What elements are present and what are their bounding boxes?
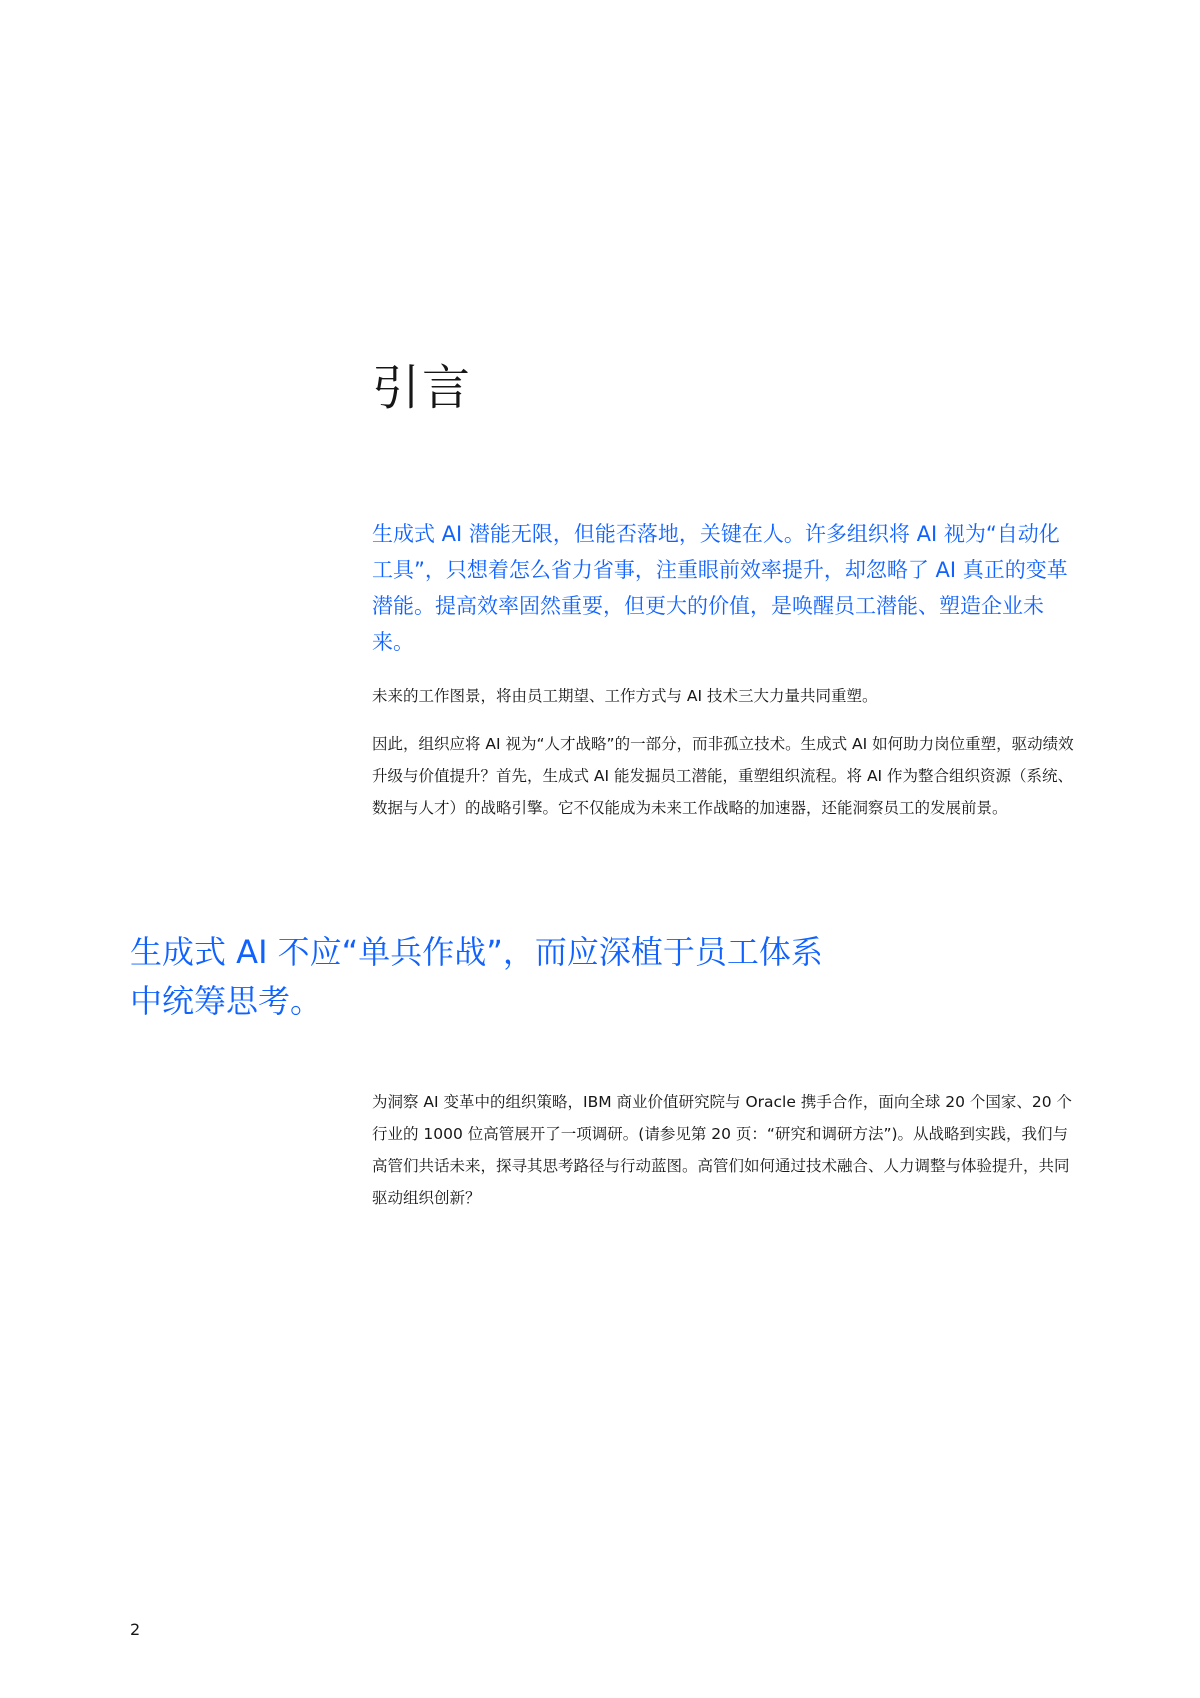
body-paragraph-2: 因此，组织应将 AI 视为“人才战略”的一部分，而非孤立技术。生成式 AI 如何助力岗位重塑，驱动绩效升级与价值提升？首先，生成式 AI 能发掘员工潜能，重塑组织流程。将 AI 作为整合组织资源（系统、数据与人才）的战略引擎。它不仅能成为未来工作战略的加速器，还能洞察员工的发展前景。 [372,735,1074,817]
body-paragraph-1: 未来的工作图景，将由员工期望、工作方式与 AI 技术三大力量共同重塑。 [372,687,878,705]
lead-paragraph: 生成式 AI 潜能无限，但能否落地，关键在人。许多组织将 AI 视为“自动化工具”，只想着怎么省力省事，注重眼前效率提升，却忽略了 AI 真正的变革潜能。提高效率固然重要，但更大的价值，是唤醒员工潜能、塑造企业未来。 [372,522,1068,654]
pull-quote: 生成式 AI 不应“单兵作战”，而应深植于员工体系中统筹思考。 [130,933,823,1020]
page-title: 引言 [372,360,473,416]
body-paragraph-3: 为洞察 AI 变革中的组织策略，IBM 商业价值研究院与 Oracle 携手合作，面向全球 20 个国家、20 个行业的 1000 位高管展开了一项调研。(请参见第 20 页：“研究和调研方法”)。从战略到实践，我们与高管们共话未来，探寻其思考路径与行动蓝图。高管们如何通过技术融合、人力调整与体验提升，共同驱动组织创新？ [372,1093,1073,1207]
page-number: 2 [130,1620,141,1639]
